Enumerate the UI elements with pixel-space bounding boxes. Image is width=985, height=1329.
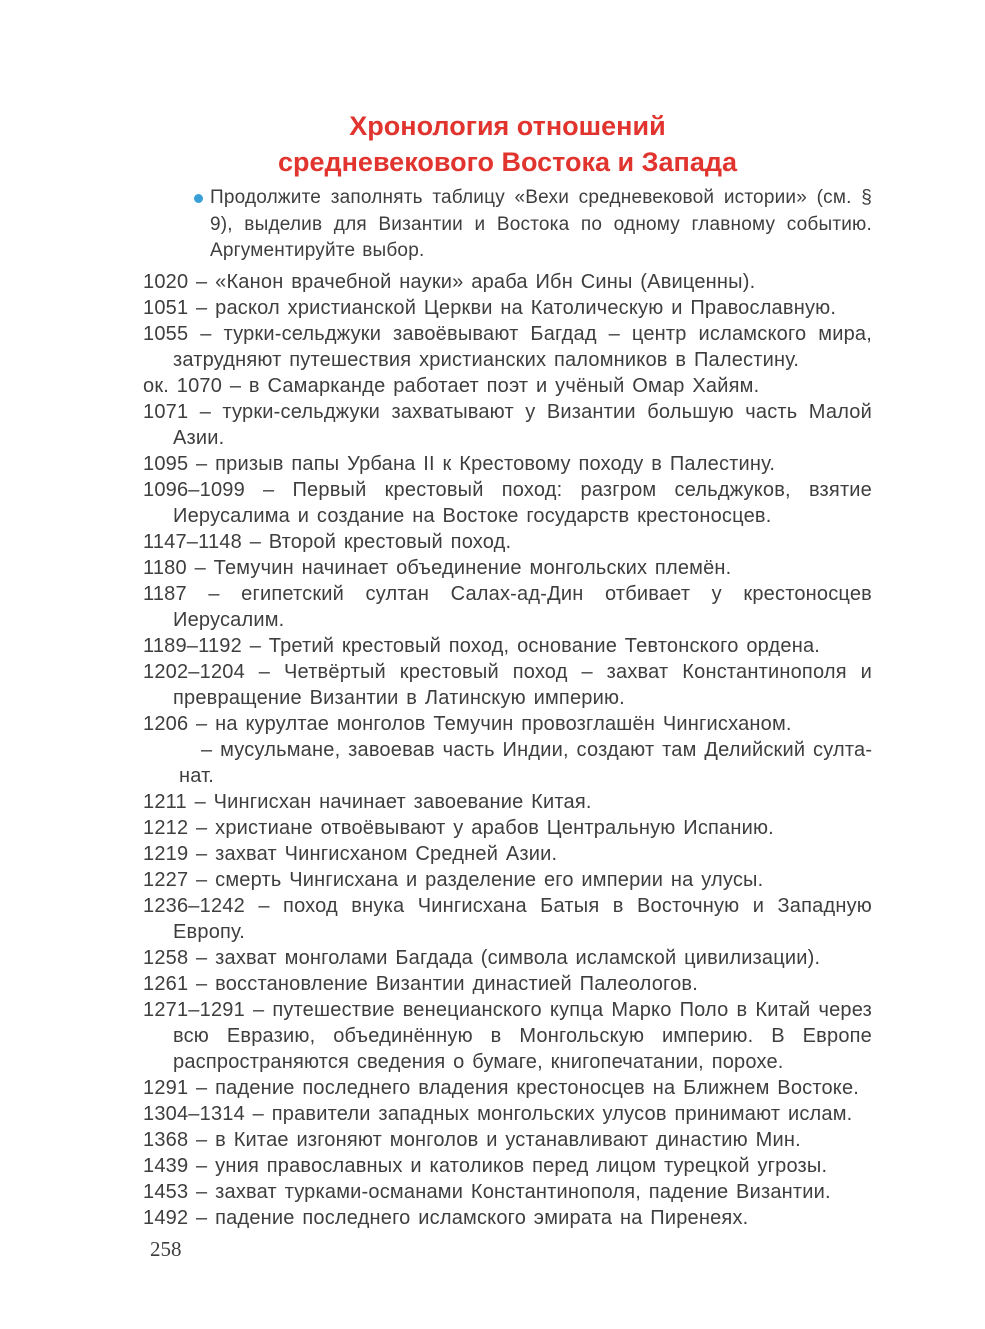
chronology-entry: 1055 – турки-сельджуки завоёвывают Багдад – центр исламского мира, затрудняют путешествия христианских паломников в Палестину.	[143, 322, 872, 371]
chronology-list	[143, 269, 872, 1231]
page-number: 258	[150, 1236, 182, 1261]
chronology-entry: 1492 – падение последнего исламского эмирата на Пиренеях.	[143, 1206, 749, 1229]
chronology-entry: 1096–1099 – Первый крестовый поход: разгром сельджуков, взятие Иерусалима и создание на Востоке государств крестоносцев.	[143, 478, 872, 527]
task-instruction	[210, 185, 872, 265]
chronology-entry: 1261 – восстановление Византии династией Палеологов.	[143, 972, 698, 995]
title-line-2: средневекового Востока и Запада	[277, 147, 738, 177]
page-title	[143, 0, 872, 180]
chronology-entry: 1368 – в Китае изгоняют монголов и устанавливают династию Мин.	[143, 1128, 801, 1151]
title-line-1: Хронология отношений	[349, 111, 666, 141]
bullet-icon	[194, 194, 203, 203]
chronology-entry: 1071 – турки-сельджуки захватывают у Византии большую часть Малой Азии.	[143, 400, 872, 449]
chronology-entry: 1187 – египетский султан Салах-ад-Дин отбивает у крестоносцев Иерусалим.	[143, 582, 872, 631]
chronology-entry: 1236–1242 – поход внука Чингисхана Батыя в Восточную и Западную Европу.	[143, 894, 872, 943]
chronology-entry: 1206 – на курултае монголов Темучин провозглашён Чингисханом.	[143, 712, 792, 735]
chronology-entry: 1147–1148 – Второй крестовый поход.	[143, 530, 512, 553]
chronology-entry: 1180 – Темучин начинает объединение монгольских племён.	[143, 556, 732, 579]
task-text: Продолжите заполнять таблицу «Вехи средневековой истории» (см. § 9), выделив для Византии и Востока по одному главному событию. Аргументируйте выбор.	[210, 187, 872, 261]
chronology-entry: 1219 – захват Чингисханом Средней Азии.	[143, 842, 558, 865]
chronology-entry: 1227 – смерть Чингисхана и разделение его империи на улусы.	[143, 868, 764, 891]
chronology-entry: 1439 – уния православных и католиков перед лицом турецкой угрозы.	[143, 1154, 828, 1177]
chronology-entry: 1291 – падение последнего владения крестоносцев на Ближнем Востоке.	[143, 1076, 860, 1099]
chronology-entry: 1051 – раскол христианской Церкви на Католическую и Православную.	[143, 296, 837, 319]
chronology-entry: 1189–1192 – Третий крестовый поход, основание Тевтонского ордена.	[143, 634, 821, 657]
chronology-entry: 1211 – Чингисхан начинает завоевание Китая.	[143, 790, 592, 813]
chronology-entry: 1020 – «Канон врачебной науки» араба Ибн Сины (Авиценны).	[143, 270, 756, 293]
chronology-entry: 1095 – призыв папы Урбана II к Крестовому походу в Палестину.	[143, 452, 776, 475]
chronology-subentry: – мусульмане, завоевав часть Индии, создают там Делийский султанат.	[179, 738, 872, 787]
chronology-entry: ок. 1070 – в Самарканде работает поэт и учёный Омар Хайям.	[143, 374, 760, 397]
chronology-entry: 1304–1314 – правители западных монгольских улусов принимают ислам.	[143, 1102, 853, 1125]
chronology-entry: 1271–1291 – путешествие венецианского купца Марко Поло в Китай через всю Евразию, объединённую в Монгольскую империю. В Европе распространяются сведения о бумаге, книгопечатании, порохе.	[143, 998, 872, 1073]
chronology-entry: 1212 – христиане отвоёвывают у арабов Центральную Испанию.	[143, 816, 774, 839]
chronology-entry: 1202–1204 – Четвёртый крестовый поход – захват Константинополя и превращение Византии в Латинскую империю.	[143, 660, 872, 709]
chronology-entry: 1453 – захват турками-османами Константинополя, падение Византии.	[143, 1180, 831, 1203]
chronology-entry: 1258 – захват монголами Багдада (символа исламской цивилизации).	[143, 946, 821, 969]
